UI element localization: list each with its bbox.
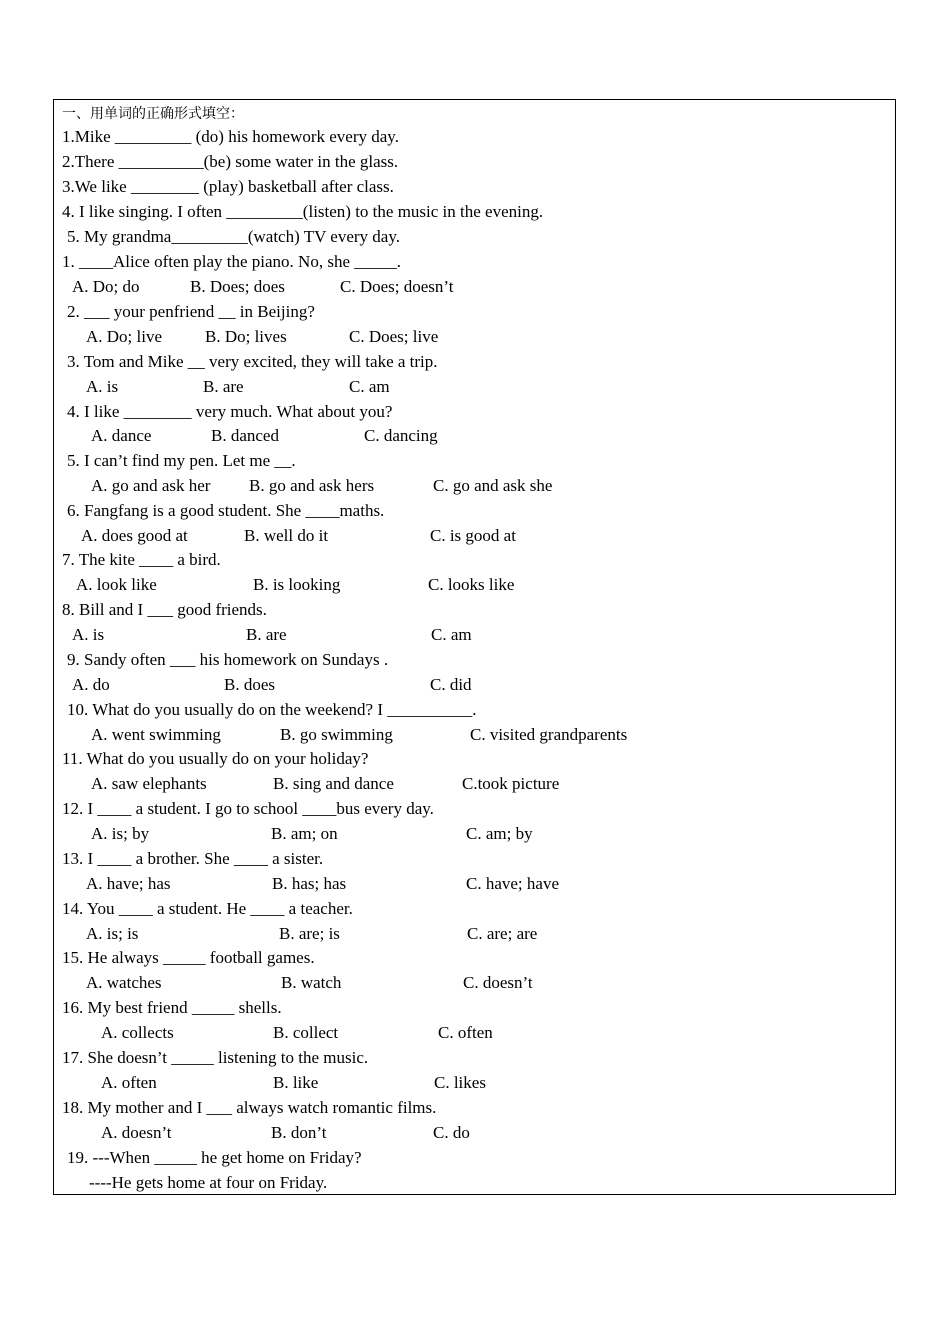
option-b: B. like: [273, 1073, 319, 1092]
option-b: B. is looking: [253, 575, 341, 594]
question-text: 7. The kite ____ a bird.: [62, 550, 221, 569]
option-a: A. doesn’t: [101, 1123, 172, 1142]
option-a: A. dance: [91, 426, 152, 445]
question-text: 17. She doesn’t _____ listening to the music.: [62, 1048, 369, 1067]
question-text: 16. My best friend _____ shells.: [62, 998, 282, 1017]
section-heading: 一、用单词的正确形式填空：: [62, 106, 244, 122]
question-text: 5. I can’t find my pen. Let me __.: [67, 451, 296, 470]
option-b: B. collect: [273, 1023, 339, 1042]
question-text: 15. He always _____ football games.: [62, 948, 315, 967]
option-c: C. dancing: [364, 426, 438, 445]
option-c: C. go and ask she: [433, 476, 553, 495]
option-b: B. watch: [281, 973, 342, 992]
option-c: C. am: [349, 377, 390, 396]
question-text: 14. You ____ a student. He ____ a teacher.: [62, 899, 353, 918]
option-a: A. watches: [86, 973, 162, 992]
fill-in-item: 5. My grandma_________(watch) TV every day.: [67, 227, 400, 246]
option-c: C. did: [430, 675, 472, 694]
question-text: 6. Fangfang is a good student. She ____maths.: [67, 501, 385, 520]
option-c: C. looks like: [428, 575, 515, 594]
option-c: C. are; are: [467, 924, 538, 943]
option-c: C. Does; live: [349, 327, 439, 346]
option-b: B. are; is: [279, 924, 340, 943]
option-a: A. have; has: [86, 874, 171, 893]
option-a: A. go and ask her: [91, 476, 211, 495]
option-a: A. do: [72, 675, 110, 694]
option-b: B. sing and dance: [273, 774, 394, 793]
dialogue-question: 19. ---When _____ he get home on Friday?: [67, 1148, 362, 1167]
fill-in-item: 2.There __________(be) some water in the glass.: [62, 152, 399, 171]
option-c: C.took picture: [462, 774, 560, 793]
option-b: B. Do; lives: [205, 327, 287, 346]
question-text: 1. ____Alice often play the piano. No, she _____.: [62, 252, 401, 271]
option-a: A. look like: [76, 575, 157, 594]
option-a: A. Do; live: [86, 327, 163, 346]
option-c: C. Does; doesn’t: [340, 277, 454, 296]
option-a: A. often: [101, 1073, 157, 1092]
question-text: 8. Bill and I ___ good friends.: [62, 600, 267, 619]
dialogue-answer: ----He gets home at four on Friday.: [89, 1173, 328, 1192]
option-a: A. went swimming: [91, 725, 221, 744]
option-c: C. often: [438, 1023, 493, 1042]
option-b: B. go and ask hers: [249, 476, 375, 495]
question-text: 9. Sandy often ___ his homework on Sundays .: [67, 650, 389, 669]
option-a: A. is: [72, 625, 105, 644]
option-c: C. is good at: [430, 526, 516, 545]
fill-in-item: 1.Mike _________ (do) his homework every day.: [62, 127, 399, 146]
option-c: C. do: [433, 1123, 470, 1142]
fill-in-item: 4. I like singing. I often _________(listen) to the music in the evening.: [62, 202, 544, 221]
option-a: A. collects: [101, 1023, 174, 1042]
question-text: 10. What do you usually do on the weekend? I __________.: [67, 700, 477, 719]
option-c: C. am: [431, 625, 472, 644]
option-c: C. doesn’t: [463, 973, 533, 992]
option-b: B. are: [246, 625, 287, 644]
question-text: 12. I ____ a student. I go to school ____bus every day.: [62, 799, 434, 818]
option-b: B. don’t: [271, 1123, 327, 1142]
option-a: A. Do; do: [72, 277, 140, 296]
question-text: 13. I ____ a brother. She ____ a sister.: [62, 849, 324, 868]
option-b: B. does: [224, 675, 275, 694]
question-text: 2. ___ your penfriend __ in Beijing?: [67, 302, 315, 321]
option-b: B. well do it: [244, 526, 329, 545]
option-a: A. is; by: [91, 824, 150, 843]
question-text: 4. I like ________ very much. What about you?: [67, 402, 393, 421]
fill-in-item: 3.We like ________ (play) basketball after class.: [62, 177, 394, 196]
option-c: C. am; by: [466, 824, 533, 843]
question-text: 11. What do you usually do on your holiday?: [62, 749, 369, 768]
option-b: B. go swimming: [280, 725, 393, 744]
option-a: A. saw elephants: [91, 774, 207, 793]
option-c: C. have; have: [466, 874, 559, 893]
option-a: A. is; is: [86, 924, 139, 943]
option-b: B. are: [203, 377, 244, 396]
question-text: 18. My mother and I ___ always watch romantic films.: [62, 1098, 437, 1117]
option-c: C. likes: [434, 1073, 486, 1092]
option-b: B. has; has: [272, 874, 347, 893]
option-a: A. does good at: [81, 526, 188, 545]
question-text: 3. Tom and Mike __ very excited, they will take a trip.: [67, 352, 438, 371]
option-a: A. is: [86, 377, 119, 396]
option-b: B. danced: [211, 426, 279, 445]
option-c: C. visited grandparents: [470, 725, 628, 744]
option-b: B. am; on: [271, 824, 338, 843]
option-b: B. Does; does: [190, 277, 285, 296]
